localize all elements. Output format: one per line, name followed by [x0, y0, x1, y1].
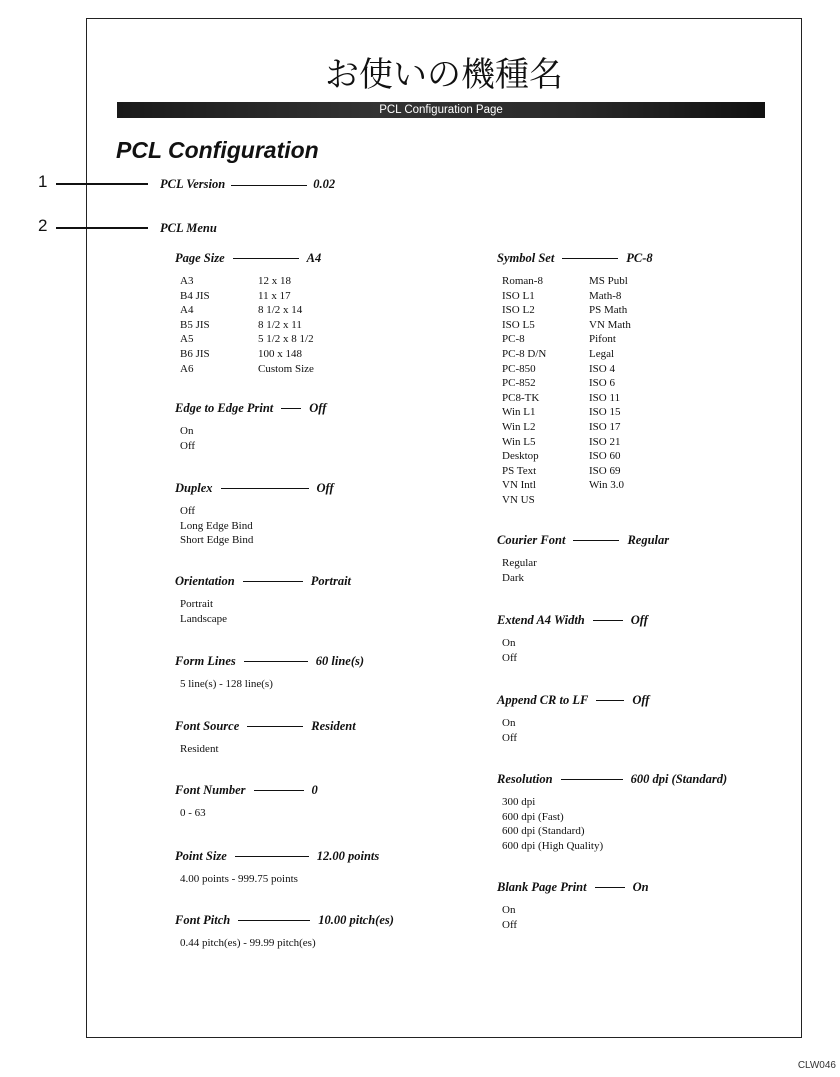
blank-page-options [502, 903, 649, 932]
option-item: Custom Size [258, 362, 314, 375]
option-item: Pifont [589, 333, 616, 346]
append-cr-options [502, 716, 649, 745]
setting-label: Page Size [175, 251, 225, 265]
option-item: ISO 17 [589, 420, 621, 433]
courier-font-options [502, 556, 669, 585]
setting-append-cr-to-lf [497, 693, 649, 745]
option-item: Legal [589, 347, 615, 360]
option-item: Long Edge Bind [180, 519, 253, 532]
page-size-options [180, 274, 321, 376]
option-item: Portrait [180, 598, 213, 610]
model-name-title: お使いの機種名 [325, 55, 563, 95]
option-item: 0.44 pitch(es) - 99.99 pitch(es) [180, 937, 316, 949]
option-item: Off [502, 651, 518, 664]
leader-line [595, 887, 625, 888]
option-item: ISO L5 [502, 318, 535, 331]
option-item: Math-8 [589, 289, 622, 302]
option-item: Resident [180, 743, 219, 755]
setting-value: 0 [311, 783, 318, 797]
option-item: ISO 21 [589, 435, 621, 448]
font-source-options [180, 742, 356, 757]
setting-label: Resolution [497, 772, 553, 786]
setting-extend-a4-width [497, 613, 648, 665]
setting-font-pitch [175, 913, 394, 951]
option-item: On [502, 637, 516, 649]
option-item: PC-850 [502, 362, 536, 375]
leader-line [561, 779, 623, 780]
setting-value: Resident [311, 719, 356, 733]
page-banner: PCL Configuration Page [117, 102, 765, 118]
leader-line [231, 185, 307, 186]
setting-value: 12.00 points [316, 849, 380, 863]
pcl-version-label: PCL Version [160, 177, 226, 191]
option-item: 12 x 18 [258, 275, 291, 287]
pcl-version-row [160, 177, 335, 192]
edge-to-edge-options [180, 424, 326, 453]
point-size-options [180, 872, 379, 887]
option-item: PS Text [502, 464, 537, 477]
option-item: 5 1/2 x 8 1/2 [258, 333, 314, 346]
option-item: Off [502, 731, 518, 744]
setting-label: Blank Page Print [497, 880, 587, 894]
setting-label: Duplex [175, 481, 213, 495]
callout-number: 2 [38, 216, 48, 235]
setting-label: Form Lines [175, 654, 236, 668]
option-item: Roman-8 [502, 275, 543, 287]
option-item: Desktop [502, 450, 539, 463]
orientation-options [180, 597, 351, 626]
setting-value: Off [632, 693, 650, 707]
duplex-options [180, 504, 334, 548]
pcl-menu-heading: PCL Menu [160, 221, 217, 235]
setting-page-size [175, 251, 321, 376]
option-item [589, 493, 653, 508]
option-item: A5 [180, 333, 194, 346]
callout-line [56, 183, 148, 185]
option-item: 0 - 63 [180, 807, 206, 819]
option-item: 600 dpi (High Quality) [502, 839, 604, 852]
setting-font-number [175, 783, 318, 821]
extend-a4-width-options [502, 636, 648, 665]
leader-line [573, 540, 619, 541]
setting-edge-to-edge [175, 401, 326, 453]
option-item: On [180, 425, 194, 437]
setting-value: Portrait [310, 574, 352, 588]
option-item: A6 [180, 362, 194, 375]
setting-resolution [497, 772, 727, 853]
resolution-options [502, 795, 727, 853]
leader-line [596, 700, 624, 701]
setting-blank-page-print [497, 880, 649, 932]
setting-value: Off [630, 613, 648, 627]
option-item: 600 dpi (Standard) [502, 825, 585, 838]
option-item: PS Math [589, 304, 628, 317]
figure-code: CLW046 [797, 1060, 836, 1071]
leader-line [221, 488, 309, 489]
option-item: 5 line(s) - 128 line(s) [180, 678, 273, 690]
option-item: Win L1 [502, 406, 536, 419]
leader-line [254, 790, 304, 791]
setting-value: Regular [627, 533, 670, 547]
option-item: ISO 4 [589, 362, 615, 375]
option-item: ISO 15 [589, 406, 621, 419]
option-item: 4.00 points - 999.75 points [180, 873, 298, 885]
option-item: B6 JIS [180, 347, 210, 360]
option-item: Off [502, 918, 518, 931]
option-item: Short Edge Bind [180, 534, 254, 547]
option-item: Win L2 [502, 420, 536, 433]
option-item: Dark [502, 571, 524, 584]
setting-font-source [175, 719, 356, 757]
form-lines-options [180, 677, 364, 692]
setting-label: Font Pitch [175, 913, 231, 927]
option-item: VN US [502, 493, 535, 506]
option-item: ISO 60 [589, 450, 621, 463]
leader-line [235, 856, 309, 857]
option-item: MS Publ [589, 275, 628, 287]
setting-symbol-set [497, 251, 653, 508]
option-item: ISO 69 [589, 464, 621, 477]
leader-line [593, 620, 623, 621]
setting-label: Orientation [175, 574, 235, 588]
leader-line [247, 726, 303, 727]
leader-line [238, 920, 310, 921]
setting-label: Point Size [175, 849, 227, 863]
setting-form-lines [175, 654, 364, 692]
setting-label: Symbol Set [497, 251, 555, 265]
option-item: VN Intl [502, 479, 536, 492]
page-title: PCL Configuration [116, 137, 319, 163]
option-item: Win 3.0 [589, 479, 624, 492]
leader-line [233, 258, 299, 259]
setting-value: Off [309, 401, 327, 415]
option-item: Landscape [180, 612, 228, 625]
setting-value: 60 line(s) [315, 654, 365, 668]
callout-line [56, 227, 148, 229]
option-item: PC-852 [502, 377, 536, 390]
setting-label: Courier Font [497, 533, 566, 547]
option-item: PC-8 D/N [502, 347, 547, 360]
option-item: A3 [180, 275, 194, 287]
option-item: ISO 11 [589, 391, 621, 404]
option-item: On [502, 904, 516, 916]
setting-value: 10.00 pitch(es) [318, 913, 394, 927]
setting-value: Off [316, 481, 334, 495]
setting-point-size [175, 849, 379, 887]
leader-line [243, 581, 303, 582]
setting-label: Append CR to LF [497, 693, 589, 707]
setting-label: Font Number [175, 783, 246, 797]
option-item: Win L5 [502, 435, 536, 448]
option-item: On [502, 717, 516, 729]
setting-value: 600 dpi (Standard) [630, 772, 728, 786]
setting-label: Font Source [175, 719, 240, 733]
option-item: 600 dpi (Fast) [502, 810, 564, 823]
setting-courier-font [497, 533, 669, 585]
option-item: B4 JIS [180, 289, 210, 302]
setting-value: A4 [306, 251, 322, 265]
setting-label: Edge to Edge Print [175, 401, 274, 415]
option-item: 300 dpi [502, 796, 536, 808]
option-item: ISO 6 [589, 377, 615, 390]
option-item: B5 JIS [180, 318, 210, 331]
option-item: VN Math [589, 318, 631, 331]
option-item: 11 x 17 [258, 289, 291, 302]
option-item: 8 1/2 x 14 [258, 304, 303, 317]
setting-value: On [632, 880, 649, 894]
leader-line [244, 661, 308, 662]
option-item: Regular [502, 557, 537, 569]
setting-value: PC-8 [626, 251, 653, 265]
leader-line [281, 408, 301, 409]
callout-number: 1 [38, 172, 48, 191]
option-item: 100 x 148 [258, 347, 302, 360]
option-item: A4 [180, 304, 194, 317]
pcl-version-value: 0.02 [313, 177, 336, 191]
option-item: PC-8 [502, 333, 525, 346]
option-item: Off [180, 505, 196, 517]
option-item: ISO L2 [502, 304, 535, 317]
font-number-options [180, 806, 318, 821]
option-item: PC8-TK [502, 391, 540, 404]
setting-label: Extend A4 Width [497, 613, 585, 627]
option-item: Off [180, 439, 196, 452]
font-pitch-options [180, 936, 394, 951]
setting-duplex [175, 481, 334, 548]
symbol-set-options [502, 274, 653, 508]
option-item: ISO L1 [502, 289, 535, 302]
setting-orientation [175, 574, 351, 626]
option-item: 8 1/2 x 11 [258, 318, 302, 331]
configuration-page [86, 18, 802, 1038]
leader-line [562, 258, 618, 259]
